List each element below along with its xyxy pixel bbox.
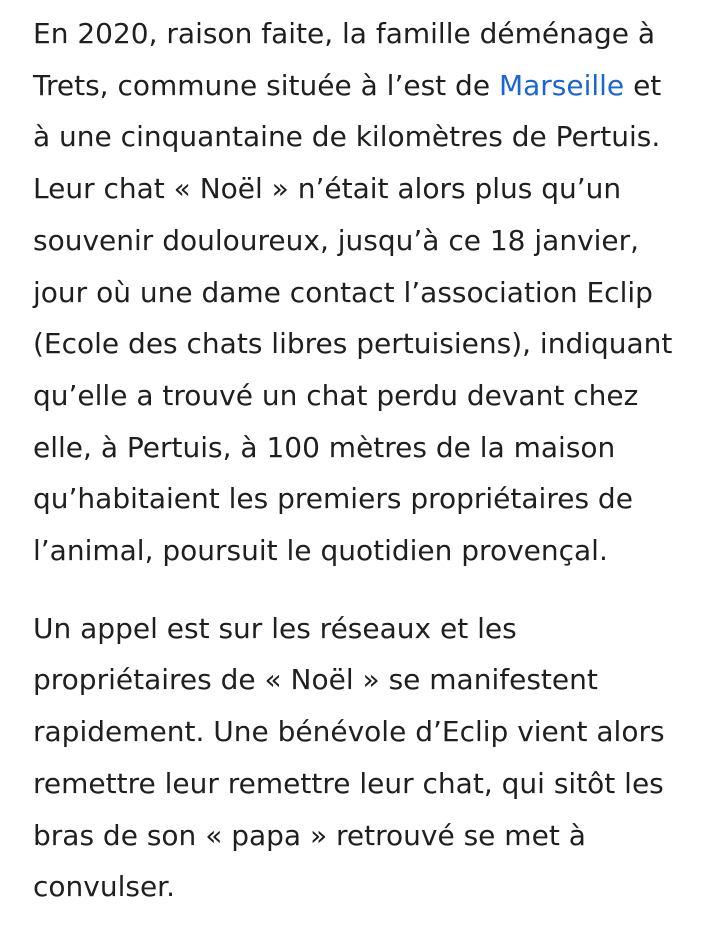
paragraph-line: En 2020, raison faite, la famille déménage à bbox=[33, 17, 656, 50]
paragraph-line: convulser. bbox=[33, 870, 176, 904]
paragraph-line-with-link bbox=[33, 60, 703, 112]
article-paragraph-2 bbox=[33, 603, 703, 913]
paragraph-line: qu’elle a trouvé un chat perdu devant chez bbox=[33, 378, 639, 412]
paragraph-line: bras de son « papa » retrouvé se met à bbox=[33, 818, 586, 852]
paragraph-line: remettre leur remettre leur chat, qui sitôt les bbox=[33, 766, 664, 800]
article-body bbox=[33, 8, 703, 913]
line-text-before-link: Trets, commune située à l’est de bbox=[33, 68, 499, 102]
paragraph-line: jour où une dame contact l’association Eclip bbox=[33, 275, 653, 309]
paragraph-line: à une cinquantaine de kilomètres de Pertuis. bbox=[33, 120, 661, 154]
line-text-after-link: et bbox=[624, 68, 662, 102]
marseille-link[interactable]: Marseille bbox=[498, 68, 625, 102]
paragraph-line: (Ecole des chats libres pertuisiens), indiquant bbox=[33, 327, 673, 361]
paragraph-line: Leur chat « Noël » n’était alors plus qu’un bbox=[33, 172, 622, 206]
paragraph-line: l’animal, poursuit le quotidien provençal. bbox=[33, 534, 608, 568]
paragraph-line: Un appel est sur les réseaux et les bbox=[33, 611, 517, 645]
article-paragraph-1 bbox=[33, 8, 703, 577]
paragraph-line: souvenir douloureux, jusqu’à ce 18 janvier, bbox=[33, 223, 640, 257]
paragraph-line: rapidement. Une bénévole d’Eclip vient alors bbox=[33, 715, 665, 749]
paragraph-line: elle, à Pertuis, à 100 mètres de la maison bbox=[33, 430, 616, 464]
paragraph-line: qu’habitaient les premiers propriétaires de bbox=[33, 482, 633, 516]
paragraph-line: propriétaires de « Noël » se manifestent bbox=[33, 663, 598, 697]
